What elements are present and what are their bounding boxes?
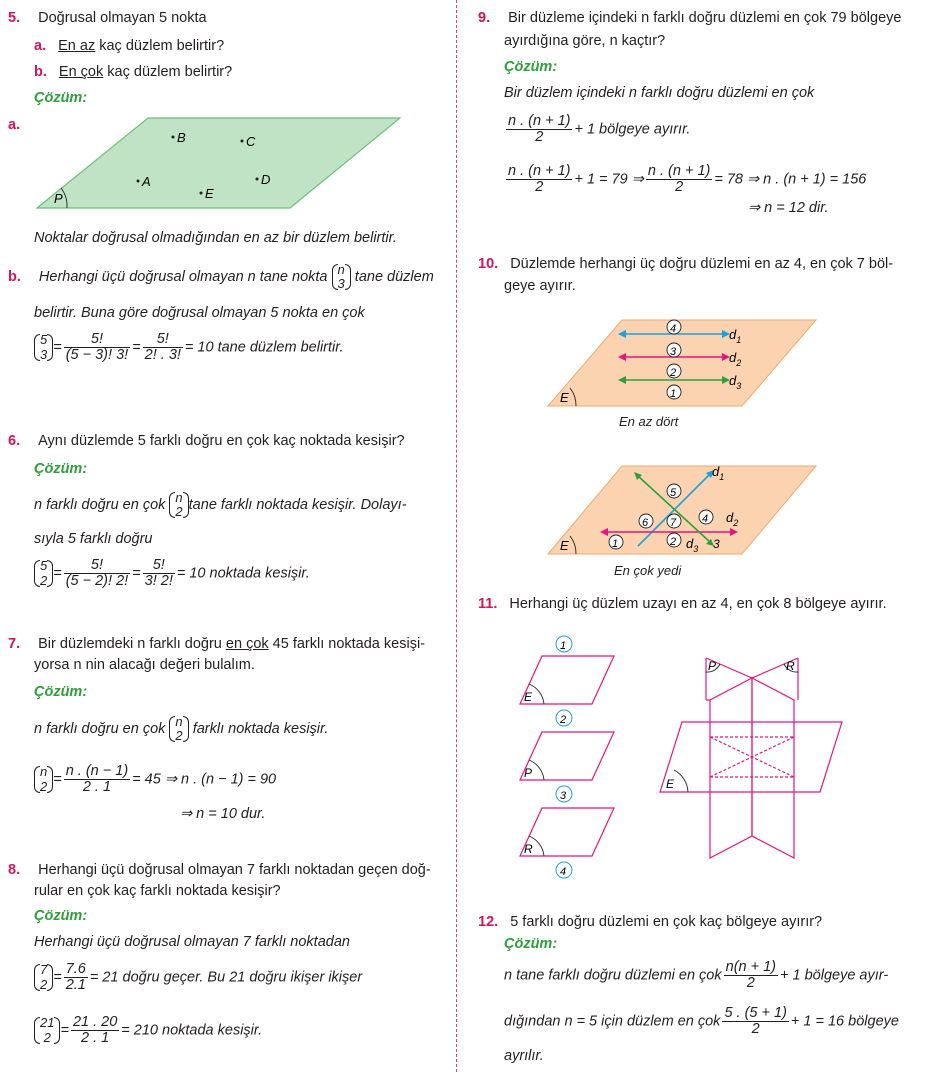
- q10-t2: geye ayırır.: [504, 278, 576, 294]
- svg-text:4: 4: [702, 513, 709, 525]
- q9-l2: + 1 bölgeye ayırır.: [574, 121, 691, 138]
- frac-den: 2: [535, 179, 544, 196]
- q10: [478, 256, 893, 272]
- calc-tail: = 10 noktada kesişir.: [176, 565, 310, 582]
- q7-l1a: n farklı doğru en çok: [34, 721, 166, 737]
- q5-answer-b-line1: [8, 262, 434, 292]
- q6-calc: 5 2 = $\frac{5!}{(5 - 2)! 2!}$ = $\frac{5!}{3! 2!}$ = 10 noktada kesişir.: [34, 558, 310, 589]
- q7-line1: [34, 714, 328, 744]
- q5-plane-figure: [30, 112, 410, 212]
- frac-num: n . (n + 1): [647, 163, 711, 179]
- binom-bottom: 2: [40, 572, 48, 588]
- binom-53: [34, 333, 53, 362]
- binom-bottom: 3: [337, 276, 345, 292]
- binom-top: n: [40, 764, 48, 780]
- binom-top: 21: [40, 1015, 55, 1031]
- label-E: E: [205, 186, 214, 201]
- q5-b-rest: kaç düzlem belirtir?: [103, 64, 233, 80]
- frac-num: 5!: [143, 332, 183, 348]
- q12-text: 5 farklı doğru düzlemi en çok kaç bölgeye ayırır?: [510, 914, 823, 930]
- frac-den: 2 . 1: [82, 779, 112, 796]
- q9-eq-tail: = 78 ⇒ n . (n + 1) = 156: [714, 171, 867, 188]
- binom-n2: [169, 715, 188, 744]
- q5-a-underline: En az: [58, 38, 96, 54]
- line-label-d1: $d_1$: [712, 464, 725, 482]
- fraction: [64, 558, 130, 589]
- svg-text:3: 3: [560, 790, 567, 802]
- q11-number: 11.: [478, 596, 498, 612]
- q6: [8, 433, 405, 449]
- q8-calc1: 7 2 = $\frac{7.6}{2.1}$ = 21 doğru geçer. Bu 21 doğru ikişer ikişer: [34, 962, 362, 993]
- q7-l1b: farklı noktada kesişir.: [192, 721, 329, 737]
- q6-l1a: n farklı doğru en çok: [34, 497, 166, 513]
- plane-shape: [548, 320, 816, 406]
- q5-a-label: a.: [34, 38, 47, 54]
- q5-answer-a: Noktalar doğrusal olmadığından en az bir düzlem belirtir.: [34, 230, 397, 246]
- plane-shape: [37, 118, 400, 208]
- q9-t2: ayırdığına göre, n kaçtır?: [504, 33, 666, 49]
- binom-top: 7: [40, 962, 48, 978]
- q5-b-line1a: Herhangi üçü doğrusal olmayan n tane nokta: [38, 269, 328, 285]
- q5-solution-label: Çözüm:: [34, 90, 88, 106]
- binom-top: n: [337, 261, 345, 277]
- label-P: P: [708, 659, 717, 673]
- q7-solution-label: Çözüm:: [34, 684, 88, 700]
- q10-caption-max: En çok yedi: [614, 563, 682, 578]
- binom-212: [34, 1016, 60, 1045]
- q6-line2: sıyla 5 farklı doğru: [34, 531, 153, 547]
- q8-calc2: 21 2 = $\frac{21 . 20}{2 . 1}$ = 210 noktada kesişir.: [34, 1015, 262, 1046]
- q5-text: Doğrusal olmayan 5 nokta: [38, 10, 207, 26]
- q8-t2: rular en çok kaç farklı noktada kesişir?: [34, 883, 281, 899]
- q8-solution-label: Çözüm:: [34, 908, 88, 924]
- q7-calc: n 2 = $\frac{n . (n - 1)}{2 . 1}$ = 45 ⇒ n . (n − 1) = 90: [34, 764, 276, 795]
- svg-text:1: 1: [670, 388, 677, 400]
- label-E: E: [560, 390, 569, 405]
- q6-line1: [34, 490, 407, 520]
- q8-number: 8.: [8, 862, 21, 878]
- q9-number: 9.: [478, 10, 491, 26]
- svg-text:2: 2: [670, 367, 677, 379]
- q7-t1b: 45 farklı noktada kesişi-: [268, 636, 425, 652]
- svg-text:1: 1: [560, 640, 567, 652]
- binom-top: 5: [40, 558, 48, 574]
- q5-number: 5.: [8, 10, 21, 26]
- q9-solution-label: Çözüm:: [504, 59, 558, 75]
- q11: [478, 596, 887, 612]
- svg-text:P: P: [524, 766, 533, 780]
- q5-fig-label: a.: [8, 117, 21, 133]
- binom-n3: [332, 263, 351, 292]
- fraction: [724, 960, 778, 991]
- svg-text:1: 1: [612, 538, 619, 550]
- label-B: B: [177, 130, 186, 145]
- q9: [478, 10, 901, 26]
- frac-num: 5 . (5 + 1): [724, 1005, 787, 1021]
- binom-52: [34, 559, 53, 588]
- label-A: A: [142, 174, 151, 189]
- q10-fig-min: [544, 314, 824, 410]
- binom-top: 5: [40, 332, 48, 348]
- q7-t2: yorsa n nin alacağı değeri bulalım.: [34, 657, 255, 673]
- label-R: R: [786, 659, 795, 673]
- frac-den: 2: [746, 975, 755, 992]
- frac-num: 21 . 20: [72, 1014, 118, 1030]
- frac-den: 2: [751, 1021, 760, 1038]
- svg-text:7: 7: [670, 517, 677, 529]
- q5-a-rest: kaç düzlem belirtir?: [95, 38, 225, 54]
- fraction: [143, 558, 175, 589]
- q8: [8, 862, 431, 878]
- q5-b: [34, 64, 232, 80]
- label-E: E: [560, 538, 569, 553]
- binom-bottom: 2: [175, 504, 183, 520]
- fraction: [646, 164, 712, 195]
- binom-n2: [34, 765, 53, 794]
- calc-tail: = 210 noktada kesişir.: [121, 1022, 263, 1039]
- binom-bottom: 2: [40, 778, 48, 794]
- fraction: [506, 164, 572, 195]
- q12-line3: ayrılır.: [504, 1048, 544, 1064]
- label-E: E: [666, 777, 675, 791]
- svg-text:E: E: [524, 690, 533, 704]
- frac-num: 5!: [64, 332, 130, 348]
- q7-number: 7.: [8, 636, 21, 652]
- q12-line1: [504, 960, 888, 991]
- fraction: [71, 1015, 119, 1046]
- q9-line1: Bir düzlem içindeki n farklı doğru düzlemi en çok: [504, 85, 815, 101]
- line-label-d1: $d_1$: [729, 327, 742, 345]
- line-label-d3: $d_3$: [729, 373, 742, 391]
- label-P: P: [54, 191, 63, 206]
- q9-t1: Bir düzleme içindeki n farklı doğru düzlemi en çok 79 bölgeye: [508, 10, 902, 26]
- frac-den: 2.1: [65, 977, 86, 994]
- calc-tail: = 45 ⇒ n . (n − 1) = 90: [132, 771, 277, 788]
- line-label-d2: $d_2$: [729, 350, 742, 368]
- binom-bottom: 2: [40, 976, 48, 992]
- line-label-d3: $d_3$: [686, 536, 699, 554]
- q11-fig-min: [510, 632, 630, 880]
- plane-shape: [548, 466, 816, 554]
- q12-l1b: + 1 bölgeye ayır-: [780, 967, 889, 984]
- q5-calc: 5 3 = $\frac{5!}{(5 - 3)! 3!}$ = $\frac{5!}{2! . 3!}$ = 10 tane düzlem belirtir.: [34, 332, 344, 363]
- frac-den: 2! . 3!: [144, 347, 181, 364]
- svg-text:5: 5: [670, 487, 677, 499]
- binom-bottom: 2: [43, 1029, 51, 1045]
- binom-72: [34, 963, 53, 992]
- q12-l2b: + 1 = 16 bölgeye: [790, 1013, 899, 1030]
- svg-text:2: 2: [670, 536, 677, 548]
- q6-number: 6.: [8, 433, 21, 449]
- frac-den: (5 − 3)! 3!: [65, 347, 129, 364]
- plane-parallel-stack: [520, 636, 614, 878]
- fraction: [506, 114, 572, 145]
- q5-b-underline: En çok: [58, 64, 104, 80]
- frac-num: n . (n − 1): [65, 763, 129, 779]
- svg-text:4: 4: [560, 866, 567, 878]
- point-A: [137, 180, 140, 183]
- binom-bottom: 3: [40, 346, 48, 362]
- calc-tail: = 10 tane düzlem belirtir.: [184, 339, 344, 356]
- label-D: D: [261, 172, 271, 187]
- q8-t1: Herhangi üçü doğrusal olmayan 7 farklı noktadan geçen doğ-: [38, 862, 431, 878]
- fraction: [64, 962, 88, 993]
- frac-den: (5 − 2)! 2!: [65, 573, 129, 590]
- q5: [8, 10, 207, 26]
- q12-l1a: n tane farklı doğru düzlemi en çok: [504, 967, 722, 984]
- frac-den: 3! 2!: [144, 573, 173, 590]
- binom-top: n: [175, 713, 183, 729]
- calc-tail: = 21 doğru geçer. Bu 21 doğru ikişer ikişer: [89, 969, 363, 986]
- q9-eq-mid: + 1 = 79 ⇒: [574, 171, 644, 188]
- q6-l1b: tane farklı noktada kesişir. Dolayı-: [188, 497, 407, 513]
- fraction: [64, 764, 130, 795]
- frac-num: n . (n + 1): [508, 113, 571, 129]
- frac-num: n(n + 1): [725, 959, 776, 975]
- point-C: [241, 140, 244, 143]
- q8-line1: Herhangi üçü doğrusal olmayan 7 farklı noktadan: [34, 934, 350, 950]
- q10-t1: Düzlemde herhangi üç doğru düzlemi en az 4, en çok 7 böl-: [510, 256, 894, 272]
- q10-fig-max: [544, 462, 824, 558]
- svg-text:2: 2: [560, 714, 567, 726]
- line-label-d2: $d_2$: [726, 510, 739, 528]
- three-planes: [660, 658, 842, 858]
- q12-line2: [504, 1006, 899, 1037]
- binom-bottom: 2: [175, 728, 183, 744]
- frac-den: 2: [675, 179, 684, 196]
- frac-num: n . (n + 1): [508, 163, 571, 179]
- svg-text:4: 4: [670, 323, 677, 335]
- q12: [478, 914, 822, 930]
- q7-result: ⇒ n = 10 dur.: [180, 806, 266, 822]
- q12-solution-label: Çözüm:: [504, 936, 558, 952]
- q9-equation: [504, 164, 866, 195]
- fraction: [143, 332, 183, 363]
- svg-text:3: 3: [670, 346, 677, 358]
- point-B: [172, 136, 175, 139]
- q7-t1a: Bir düzlemdeki n farklı doğru: [38, 636, 226, 652]
- q9-result: ⇒ n = 12 dir.: [748, 200, 829, 216]
- column-divider: [456, 0, 457, 1072]
- fraction: [722, 1006, 788, 1037]
- q5-b-label: b.: [34, 64, 47, 80]
- plane-angle-arc: [674, 770, 688, 792]
- q5-a: [34, 38, 224, 54]
- q10-caption-min: En az dört: [619, 414, 679, 429]
- frac-den: 2: [535, 129, 544, 146]
- frac-num: 5!: [143, 558, 175, 574]
- point-D: [256, 178, 259, 181]
- point-E: [200, 192, 203, 195]
- binom-top: n: [175, 489, 183, 505]
- q5-answer-b-label: b.: [8, 269, 21, 285]
- q5-b-line2: belirtir. Buna göre doğrusal olmayan 5 nokta en çok: [34, 305, 365, 321]
- fraction: [64, 332, 130, 363]
- svg-text:6: 6: [642, 517, 649, 529]
- q5-b-line1b: tane düzlem: [354, 269, 434, 285]
- svg-text:R: R: [524, 842, 533, 856]
- svg-text:3: 3: [713, 537, 720, 551]
- q12-number: 12.: [478, 914, 499, 930]
- binom-n2: [169, 491, 188, 520]
- q11-fig-max: [656, 650, 846, 862]
- frac-num: 7.6: [65, 961, 86, 977]
- q11-text: Herhangi üç düzlem uzayı en az 4, en çok 8 bölgeye ayırır.: [509, 596, 887, 612]
- q9-line2: [504, 114, 690, 145]
- q12-l2a: dığından n = 5 için düzlem en çok: [504, 1013, 721, 1030]
- label-C: C: [246, 134, 256, 149]
- frac-den: 2 . 1: [81, 1030, 110, 1047]
- q7-t1-underline: en çok: [225, 636, 269, 652]
- frac-num: 5!: [64, 558, 130, 574]
- q6-text: Aynı düzlemde 5 farklı doğru en çok kaç noktada kesişir?: [38, 433, 405, 449]
- q7: [8, 636, 425, 652]
- q10-number: 10.: [478, 256, 499, 272]
- q6-solution-label: Çözüm:: [34, 461, 88, 477]
